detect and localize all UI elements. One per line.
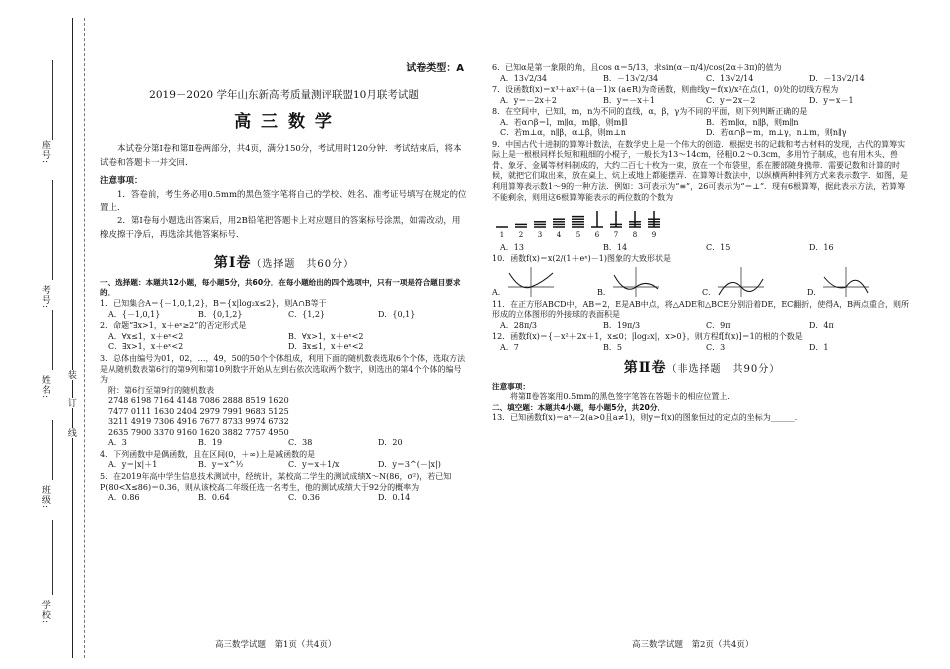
left-question-1	[100, 299, 468, 320]
option-graph-B	[611, 265, 661, 299]
fill-in-heading: 二、填空题：本题共4小题，每小题5分，共20分．	[492, 402, 666, 412]
option-B: B．0.64	[198, 493, 230, 503]
options-row	[100, 332, 468, 343]
right-question-7	[492, 332, 912, 353]
rod-number-label: 2	[518, 231, 524, 240]
binding-dashed-line	[84, 18, 85, 658]
option-D: D．y＝3^(－|x|)	[378, 460, 441, 470]
fold-line	[72, 18, 73, 658]
question-stem: 12．函数f(x)＝{－x²＋2x＋1，x≤0；|log₂x|，x>0}，则方程f[f(x)]＝1的根的个数是	[492, 332, 803, 342]
option-C: C．13√2/14	[706, 73, 754, 83]
graph-option-B	[597, 265, 702, 299]
part1-subtitle: （选择题 共60分）	[251, 258, 355, 270]
counting-rods-figure	[492, 203, 672, 239]
left-question-list	[100, 299, 468, 503]
rod-number-label: 8	[632, 231, 638, 240]
option-D: D．∃x≤1，x＋eˣ<2	[288, 342, 364, 352]
random-table-row: 2748 6198 7164 4148 7086 2888 8519 1620	[108, 396, 289, 406]
options-row	[492, 243, 912, 254]
seat-number-blank	[52, 60, 53, 140]
options-row	[100, 493, 468, 504]
option-C: C．∃x>1，x＋eˣ<2	[108, 342, 184, 352]
option-graph-D	[821, 265, 871, 299]
left-question-2	[100, 321, 468, 353]
option-D: D．－13√2/14	[809, 73, 865, 83]
option-A: A．y＝|x|＋1	[108, 460, 158, 470]
school-label: 学校:	[39, 600, 50, 625]
seat-number-label: 座号:	[39, 140, 50, 165]
question-stem: 11．在正方形ABCD中，AB＝2，E是AB中点，将△ADE和△BCE分别沿着DE，EC翻折，使得A，B两点重合，则所形成的立体图形的外接球的表面积是	[492, 299, 909, 320]
right-question-4	[492, 140, 912, 253]
part2-notice-heading: 注意事项：	[492, 381, 530, 391]
option-B: B．5	[603, 342, 622, 352]
school-blank	[52, 520, 53, 595]
notice-item-1: 1．答卷前，考生务必用0.5mm的黑色签字笔将自己的学校、姓名、准考证号填写在规定的位置上．	[100, 190, 467, 214]
option-label: B．	[597, 288, 611, 298]
option-B: B．y＝－x＋1	[603, 95, 655, 105]
options-row	[100, 438, 468, 449]
random-table-row: 3211 4919 7306 4916 7677 8733 9974 6732	[108, 417, 289, 427]
notice-heading: 注意事项：	[100, 175, 143, 186]
exam-number-label: 考号:	[39, 285, 50, 310]
option-B: B．∀x>1，x＋eˣ<2	[288, 331, 364, 341]
left-question-5	[100, 472, 468, 504]
rod-number-label: 5	[575, 231, 581, 240]
part1-title	[100, 254, 468, 272]
option-B: B．－13√2/34	[603, 73, 659, 83]
rod-number-label: 9	[651, 231, 657, 240]
part2-title	[492, 359, 912, 377]
option-A: A．y＝－2x＋2	[500, 95, 557, 105]
right-page	[492, 62, 912, 423]
option-B: B．14	[603, 242, 628, 252]
option-B: B．19π/3	[603, 320, 641, 330]
option-C: C．0.36	[288, 493, 320, 503]
option-A: A．28π/3	[500, 320, 537, 330]
option-D: D．16	[809, 242, 834, 252]
option-B: B．若m∥α，n∥β，则m∥n	[706, 117, 799, 127]
option-A: A．若α∩β＝l，m∥α，m∥β，则m∥l	[500, 117, 628, 127]
rod-number-label: 4	[556, 231, 562, 240]
graph-options	[492, 265, 912, 299]
graph-option-D	[807, 265, 912, 299]
part2-subtitle: （非选择题 共90分）	[666, 364, 781, 376]
left-footer: 高三数学试题 第1页（共4页）	[215, 640, 337, 650]
option-B: B．y＝x^½	[198, 460, 244, 470]
options-row	[492, 128, 912, 139]
options-row	[100, 460, 468, 471]
option-A: A．{－1,0,1}	[108, 309, 161, 319]
name-label: 姓名:	[39, 375, 50, 400]
option-C: C．3	[706, 342, 726, 352]
intro-text: 本试卷分第Ⅰ卷和第Ⅱ卷两部分，共4页，满分150分，考试用时120分钟．考试结束后，将本试卷和答题卡一并交回．	[100, 144, 462, 168]
options-row	[492, 343, 912, 354]
exam-number-blank	[52, 180, 53, 280]
right-footer: 高三数学试题 第2页（共4页）	[632, 640, 754, 650]
options-row	[492, 321, 912, 332]
part2-title-text: 第Ⅱ卷	[623, 360, 667, 377]
option-A: A．13√2/34	[500, 73, 548, 83]
option-D: D．0.14	[378, 493, 411, 503]
option-D: D．若α∩β＝m，m⊥γ，n⊥m，则n∥γ	[706, 128, 847, 138]
option-D: D．{0,1}	[378, 309, 416, 319]
subject-title: 高 三 数 学	[234, 112, 334, 133]
left-question-3	[100, 354, 468, 449]
part1-instruction: 一、选择题：本题共12小题，每小题5分，共60分．在每小题给出的四个选项中，只有一项是符合题目要求的．	[100, 278, 461, 298]
option-C: C．15	[706, 242, 731, 252]
left-page	[100, 62, 468, 504]
options-row	[492, 118, 912, 129]
option-C: C．y＝2x－2	[706, 95, 756, 105]
question-stem: 9．中国古代十进制的算筹计数法，在数学史上是一个伟大的创造．根据史书的记载和考古材料的发现，古代的算筹实际上是一根根同样长短和粗细的小棍子，一般长为13～14cm，径粗0.2～0.3cm，多用竹子制成，也有用木头、兽骨、象牙、金属等材料制成的，大约二百七十枚为一束，放在一个布袋里，系在腰部随身携带．需要记数和计算的时候，就把它们取出来，放在桌上、炕上或地上都能摆弄．在算筹计数法中，以纵横两种排列方式来表示数字．如图，是利用算筹表示数1～9的一种方法．例如：3可表示为“≡”，26可表示为“＝⊥”．现有6根算筹，据此表示方法，若算筹不能剩余，则用这6根算筹能表示的两位数的个数为	[492, 139, 908, 202]
option-D: D．20	[378, 438, 403, 448]
option-B: B．{0,1,2}	[198, 309, 243, 319]
option-label: C．	[702, 288, 717, 298]
option-A: A．∀x≤1，x＋eˣ<2	[108, 331, 184, 341]
question-stem: 2．命题“∃x>1，x＋eˣ≥2”的否定形式是	[100, 321, 247, 331]
option-label: D．	[807, 288, 822, 298]
options-row	[492, 96, 912, 107]
question-stem: 5．在2019年高中学生信息技术测试中，经统计，某校高二学生的测试成绩X～N(86，σ²)，若已知P(80<X≤86)＝0.36，则从该校高二年级任选一名考生，他的测试成绩大于92分的概率为	[100, 471, 452, 492]
rod-number-label: 1	[499, 231, 505, 240]
option-C: C．9π	[706, 320, 731, 330]
exam-title: 2019－2020 学年山东新高考质量测评联盟10月联考试题	[149, 89, 419, 102]
graph-option-A	[492, 265, 597, 299]
option-C: C．{1,2}	[288, 309, 326, 319]
options-row	[492, 74, 912, 85]
random-table-caption: 附：第6行至第9行的随机数表	[108, 385, 215, 395]
question-stem: 3．总体由编号为01，02，…，49，50的50个个体组成，利用下面的随机数表选取6个个体，选取方法是从随机数表第6行的第9列和第10列数字开始从左到右依次选取两个数字，则选出的第4个个体的编号为	[100, 353, 466, 385]
left-question-4	[100, 450, 468, 471]
rod-number-label: 6	[594, 231, 600, 240]
option-C: C．38	[288, 438, 313, 448]
option-A: A．13	[500, 242, 524, 252]
name-blank	[52, 310, 53, 370]
random-table-row: 7477 0111 1630 2404 2979 7991 9683 5125	[108, 406, 289, 416]
option-D: D．4π	[809, 320, 834, 330]
notice-item-2: 2．第Ⅰ卷每小题选出答案后，用2B铅笔把答题卡上对应题目的答案标号涂黑，如需改动，用橡皮擦干净后，再选涂其他答案标号．	[100, 216, 461, 240]
question-stem: 10．函数f(x)＝x(2/(1＋eˣ)－1)图象的大致形状是	[492, 254, 671, 264]
option-C: C．若m⊥α，n∥β，α⊥β，则m⊥n	[500, 128, 626, 138]
option-label: A．	[492, 288, 506, 298]
right-question-1	[492, 63, 912, 84]
question-stem: 4．下列函数中是偶函数，且在区间(0，＋∞)上是减函数的是	[100, 449, 316, 459]
option-A: A．7	[500, 342, 519, 352]
question-13: 13．已知函数f(x)＝aˣ－2(a>0且a≠1)，则y＝f(x)的图象恒过的定点的坐标为______．	[492, 412, 803, 422]
rod-number-label: 7	[613, 231, 619, 240]
question-stem: 6．已知α是第一象限的角，且cos α＝5/13，求sin(α－π/4)/cos(2α＋3π)的值为	[492, 63, 782, 72]
binding-char-3: 线	[65, 428, 76, 438]
graph-option-C	[702, 265, 807, 299]
option-graph-A	[506, 265, 556, 299]
part2-notice-text: 将第Ⅱ卷答案用0.5mm的黑色签字笔答在答题卡的相应位置上．	[510, 391, 736, 401]
options-row	[100, 310, 468, 321]
right-question-6	[492, 300, 912, 332]
class-blank	[52, 420, 53, 480]
options-row	[100, 342, 468, 353]
random-table-row: 2635 7900 3370 9160 1620 3882 7757 4950	[108, 427, 289, 437]
paper-type: 试卷类型：A	[406, 63, 464, 74]
option-A: A．0.86	[108, 493, 140, 503]
option-D: D．y＝x－1	[809, 95, 854, 105]
question-stem: 7．设函数f(x)＝x³＋ax²＋(a－1)x (a∈R)为奇函数，则曲线y＝f(x)/x²在点(1，0)处的切线方程为	[492, 85, 839, 95]
part1-title-text: 第Ⅰ卷	[213, 254, 252, 271]
right-question-5	[492, 254, 912, 299]
option-graph-C	[716, 265, 766, 299]
right-question-list	[492, 63, 912, 353]
class-label: 班级:	[39, 485, 50, 510]
binding-char-1: 装	[65, 370, 76, 380]
right-question-3	[492, 107, 912, 139]
option-D: D．1	[809, 342, 829, 352]
option-B: B．19	[198, 438, 223, 448]
question-stem: 1．已知集合A＝{－1,0,1,2}，B＝{x|log₂x≤2}，则A∩B等于	[100, 299, 327, 309]
binding-char-2: 订	[65, 398, 76, 408]
option-C: C．y＝x＋1/x	[288, 460, 340, 470]
option-A: A．3	[108, 438, 127, 448]
question-stem: 8．在空间中，已知l，m，n为不同的直线，α，β，γ为不同的平面，则下列判断正确的是	[492, 107, 808, 117]
right-question-2	[492, 85, 912, 106]
rod-number-label: 3	[537, 231, 543, 240]
